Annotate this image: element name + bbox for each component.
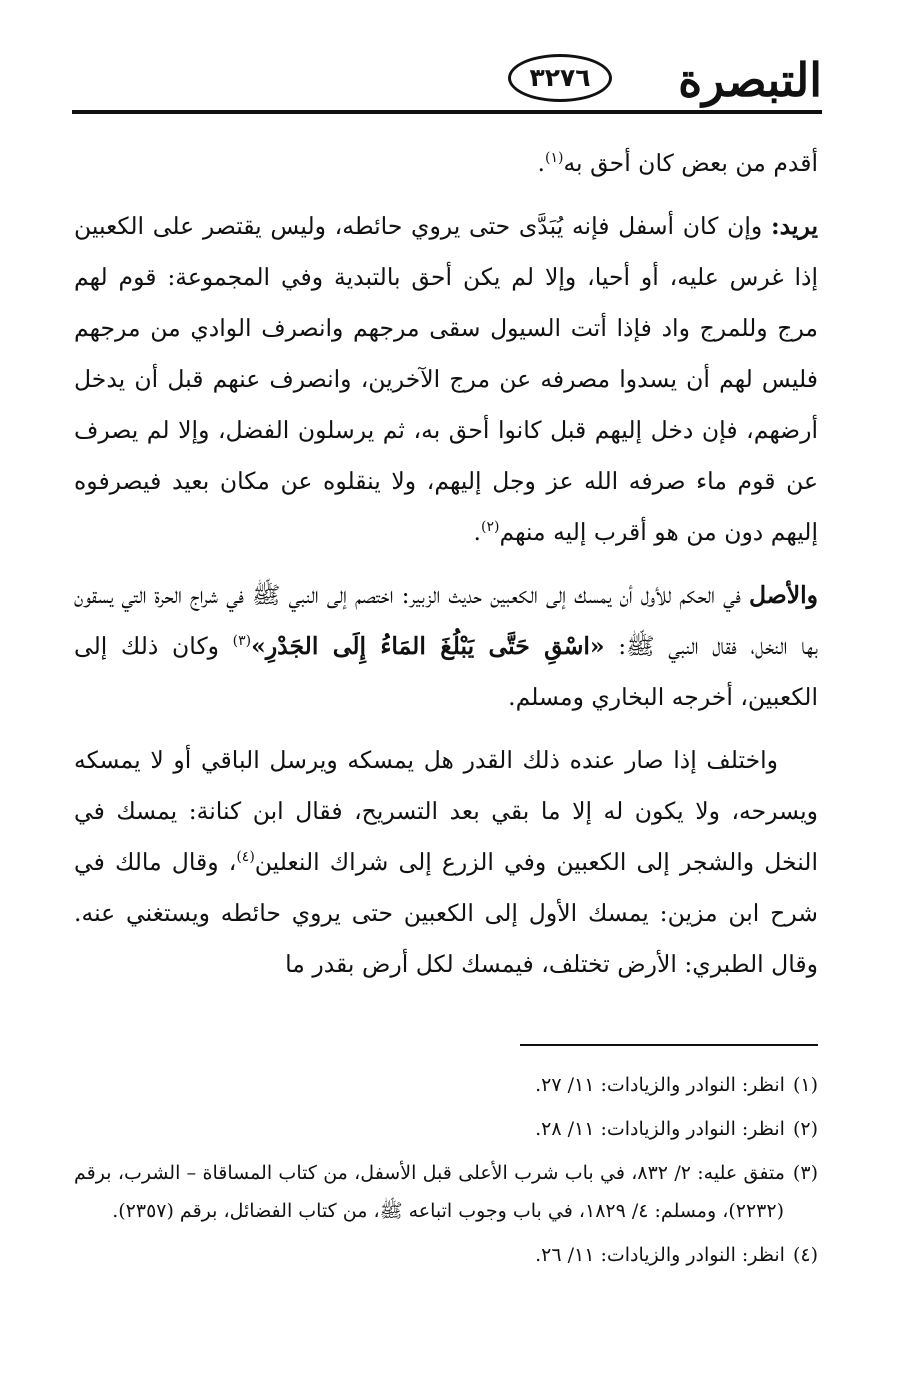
footnote-4-text: انظر: النوادر والزيادات: ١١/ ٢٦. <box>535 1244 785 1266</box>
paragraph-3-text-a: في الحكم للأول أن يمسك إلى الكعبين حديث الزبير: اختصم إلى النبي ﷺ في شراج الحرة التي يسقون بها النخل، فقال النبي ﷺ: <box>74 581 818 660</box>
paragraph-4-text-a: واختلف إذا صار عنده ذلك القدر هل يمسكه ويرسل الباقي أو لا يمسكه ويسرحه، ولا يكون له إلا ما بقي بعد التسريح، فقال ابن كنانة: يمسك في النخل والشجر إلى الكعبين وفي الزرع إلى شراك النعلين <box>74 746 818 876</box>
footnote-3 <box>74 1154 818 1230</box>
paragraph-1-end: . <box>537 149 545 177</box>
paragraph-2-text: وإن كان أسفل فإنه يُبَدَّى حتى يروي حائطه، وليس يقتصر على الكعبين إذا غرس عليه، أو أحيا، وإلا لم يكن أحق بالتبدية وفي المجموعة: قوم لهم مرج وللمرج واد فإذا أتت السيول سقى مرجهم وانصرف الوادي من مرجهم فليس لهم أن يسدوا مصرفه عن مرج الآخرين، وانصرف عنهم قبل أن يدخل أرضهم، فإن دخل إليهم قبل كانوا أحق به، ثم يرسلون الفضل، وإلا لم يصرف عن قوم ماء صرفه الله عز وجل إليهم، ولا ينقلوه عن مكان بعيد فيصرفوه إليهم دون من هو أقرب إليه منهم <box>74 212 819 546</box>
footnote-ref-2[interactable]: (٢) <box>480 519 500 536</box>
footnote-1-number: (١) <box>792 1074 818 1096</box>
paragraph-4 <box>74 735 818 990</box>
paragraph-3-lead: والأصل <box>748 581 818 609</box>
paragraph-4-text-b: ، وقال مالك في شرح ابن مزين: يمسك الأول إلى الكعبين حتى يروي حائطه ويستغني عنه. وقال الطبري: الأرض تختلف، فيمسك لكل أرض بقدر ما <box>74 848 818 978</box>
paragraph-3 <box>74 570 818 723</box>
footnote-2-text: انظر: النوادر والزيادات: ١١/ ٢٨. <box>535 1118 785 1140</box>
page-header <box>72 50 822 112</box>
footnote-ref-1[interactable]: (١) <box>544 150 564 167</box>
footnote-3-number: (٣) <box>792 1162 818 1184</box>
footnotes <box>74 1066 818 1280</box>
paragraph-2-lead: يريد: <box>770 212 818 240</box>
footnote-ref-3[interactable]: (٣) <box>232 633 252 650</box>
paragraph-2-end: . <box>473 518 481 546</box>
hadith-quote: «اسْقِ حَتَّى يَبْلُغَ المَاءُ إِلَى الجَدْرِ» <box>251 632 605 660</box>
footnote-3-text: متفق عليه: ٢/ ٨٣٢، في باب شرب الأعلى قبل الأسفل، من كتاب المساقاة – الشرب، برقم (٢٢٣٢)، ومسلم: ٤/ ١٨٢٩، في باب وجوب اتباعه ﷺ، من كتاب الفضائل، برقم (٢٣٥٧). <box>74 1162 785 1222</box>
paragraph-2 <box>74 201 818 558</box>
paragraph-1 <box>74 138 818 189</box>
header-rule <box>72 110 822 114</box>
page-number: ٣٢٧٦ <box>529 63 591 92</box>
running-title: التبصرة <box>678 53 822 107</box>
footnote-ref-4[interactable]: (٤) <box>236 849 255 866</box>
footnote-4 <box>74 1236 818 1274</box>
paragraph-1-text: أقدم من بعض كان أحق به <box>563 149 818 177</box>
footnote-1 <box>74 1066 818 1104</box>
paragraph-3-text-b: وكان ذلك إلى الكعبين، أخرجه البخاري ومسلم. <box>74 632 818 711</box>
main-text <box>74 138 818 1002</box>
footnote-1-text: انظر: النوادر والزيادات: ١١/ ٢٧. <box>535 1074 785 1096</box>
footnote-separator <box>520 1044 818 1046</box>
page-number-frame <box>508 54 612 102</box>
footnote-4-number: (٤) <box>792 1244 818 1266</box>
footnote-2 <box>74 1110 818 1148</box>
footnote-2-number: (٢) <box>792 1118 818 1140</box>
